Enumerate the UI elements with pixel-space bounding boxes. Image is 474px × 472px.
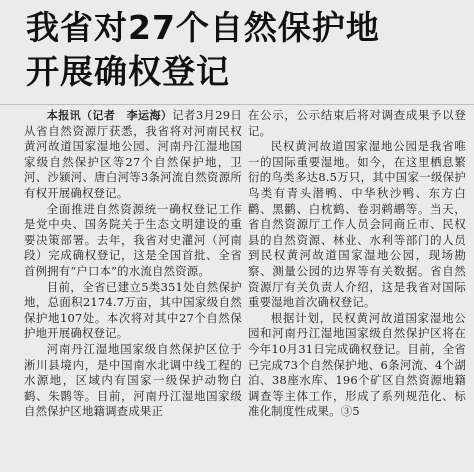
headline [26,6,380,94]
paragraph-4: 河南丹江湿地国家级自然保护区位于淅川县境内，是中国南水北调中线工程的水源地，区域内有国家一级保护动物白鹤、朱鹮等。目前，河南丹江湿地国家级自然保护区地籍调查成果正 [24,341,242,419]
paragraph-lead-text: 记者3月29日从省自然资源厅获悉，我省将对河南民权黄河故道国家湿地公园、河南丹江湿地国家级自然保护区等27个自然保护地，卫河、沙颍河、唐白河等3条河流自然资源所有权开展确权登记。 [24,108,242,200]
paragraph-6: 根据计划，民权黄河故道国家湿地公园和河南丹江湿地国家级自然保护区将在今年10月31日完成确权登记。目前，全省已完成73个自然保护地、6条河流、4个湖泊、38座水库、196个矿区自然资源地籍调查等主体工作，形成了系列规范化、标准化制度性成果。③5 [248,310,466,419]
paragraph-lead [24,108,242,202]
article-column-left [24,108,242,420]
headline-divider [0,104,474,105]
byline: 本报讯（记者 李运海） [46,109,173,122]
article-column-right [248,108,466,420]
paragraph-4-continued: 在公示，公示结束后将对调查成果予以登记。 [248,108,466,138]
paragraph-3: 目前，全省已建立5类351处自然保护地，总面积2174.7万亩，其中国家级自然保护地107处。本次将对其中27个自然保护地开展确权登记。 [24,279,242,341]
headline-line-1: 我省对27个自然保护地 [26,8,380,47]
paragraph-2: 全面推进自然资源统一确权登记工作是党中央、国务院关于生态文明建设的重要决策部署。去年，我省对史灌河（河南段）完成确权登记，这是全国首批、全省首例拥有“户口本”的水流自然资源。 [24,201,242,278]
headline-line-2: 开展确权登记 [26,52,230,91]
paragraph-5: 民权黄河故道国家湿地公园是我省唯一的国际重要湿地。如今，在这里栖息繁衍的鸟类多达8.5万只，其中国家一级保护鸟类有青头潜鸭、中华秋沙鸭、东方白鹳、黑鹳、白枕鹤、卷羽鹈鹕等。当天，省自然资源厅工作人员会同商丘市、民权县的自然资源、林业、水利等部门的人员到民权黄河故道国家湿地公园，现场勘察、测量公园的边界等有关数据。省自然资源厅有关负责人介绍，这是我省对国际重要湿地首次确权登记。 [248,139,466,310]
